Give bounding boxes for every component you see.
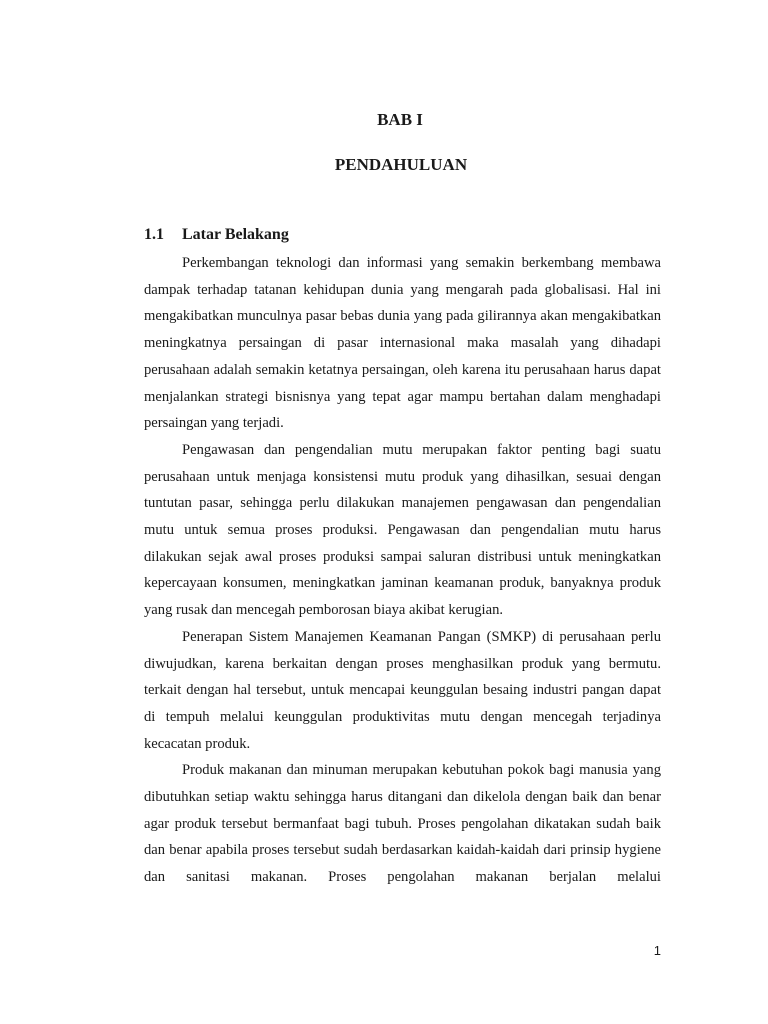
body-text: [144, 250, 661, 891]
section-heading: [144, 223, 289, 247]
paragraph: Perkembangan teknologi dan informasi yang semakin berkembang membawa dampak terhadap tatanan kehidupan dunia yang mengarah pada globalisasi. Hal ini mengakibatkan munculnya pasar bebas dunia yang pada gilirannya akan mengakibatkan meningkatnya persaingan di pasar internasional maka masalah yang dihadapi perusahaan adalah semakin ketatnya persaingan, oleh karena itu perusahaan harus dapat menjalankan strategi bisnisnya yang tepat agar mampu bertahan dalam menghadapi persaingan yang terjadi.: [144, 255, 661, 432]
page-number: 1: [653, 943, 661, 958]
chapter-title: PENDAHULUAN: [334, 155, 468, 174]
section-title: Latar Belakang: [182, 226, 289, 243]
paragraph: Penerapan Sistem Manajemen Keamanan Pangan (SMKP) di perusahaan perlu diwujudkan, karena berkaitan dengan proses menghasilkan produk yang bermutu. terkait dengan hal tersebut, untuk mencapai keunggulan besaing industri pangan dapat di tempuh melalui keunggulan produktivitas mutu dengan mencegah terjadinya kecacatan produk.: [144, 628, 661, 752]
section-number: 1.1: [144, 226, 164, 243]
paragraph: Pengawasan dan pengendalian mutu merupakan faktor penting bagi suatu perusahaan untuk menjaga konsistensi mutu produk yang dihasilkan, sesuai dengan tuntutan pasar, sehingga perlu dilakukan manajemen pengawasan dan pengendalian mutu untuk semua proses produksi. Pengawasan dan pengendalian mutu harus dilakukan sejak awal proses produksi sampai saluran distribusi untuk meningkatkan kepercayaan konsumen, meningkatkan jaminan keamanan produk, banyaknya produk yang rusak dan mencegah pemborosan biaya akibat kerugian.: [144, 441, 661, 619]
chapter-number: BAB I: [377, 110, 423, 129]
paragraph: Produk makanan dan minuman merupakan kebutuhan pokok bagi manusia yang dibutuhkan setiap waktu sehingga harus ditangani dan dikelola dengan baik dan benar agar produk tersebut bermanfaat bagi tubuh. Proses pengolahan dikatakan sudah baik dan benar apabila proses tersebut sudah berdasarkan kaidah-kaidah dari prinsip hygiene dan sanitasi makanan. Proses pengolahan makanan berjalan melalui: [144, 762, 661, 886]
